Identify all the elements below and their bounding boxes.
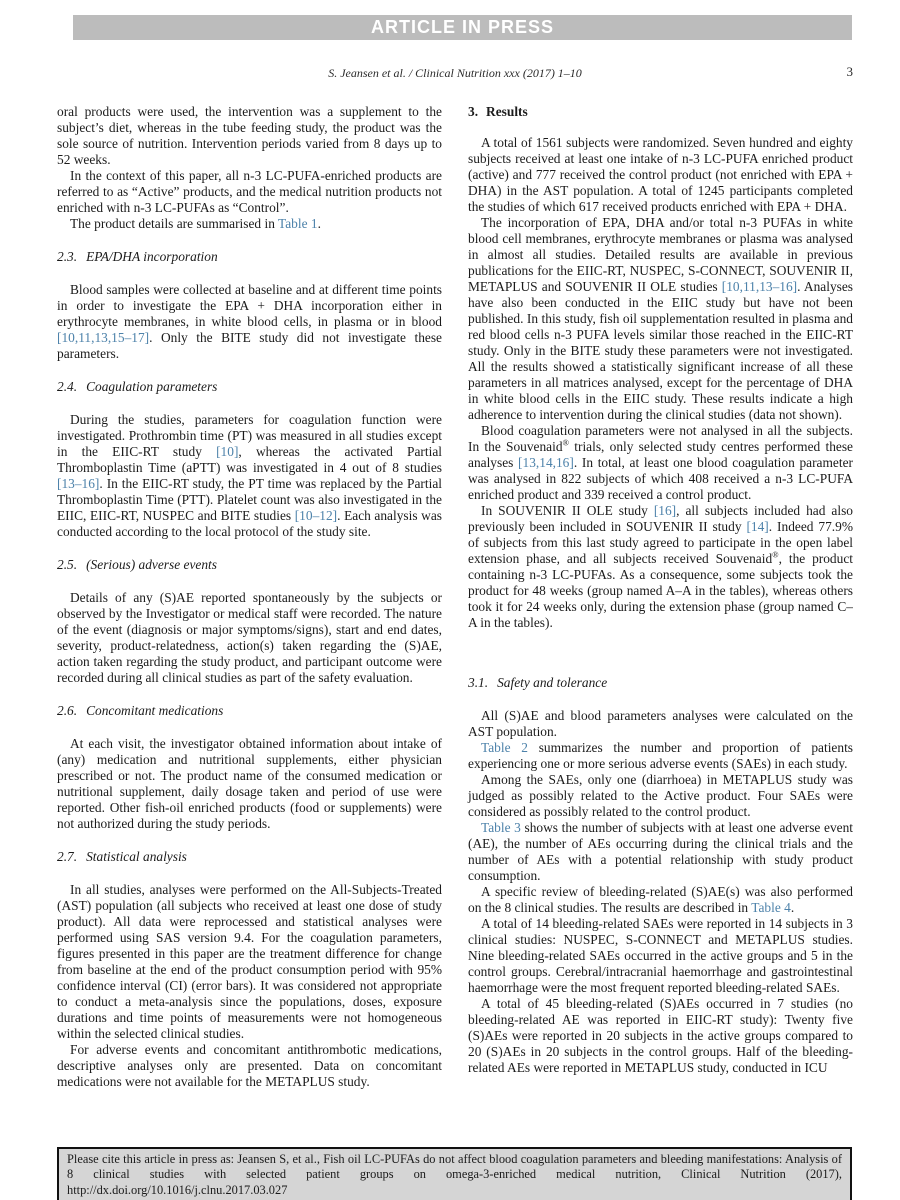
text-segment: summarizes the number and proportion of patients experiencing one or more serious adverse events (SAEs) in each study. [468, 740, 853, 771]
article-body [57, 104, 853, 1144]
section-3-heading [468, 104, 853, 120]
paragraph-concomitant [57, 736, 442, 832]
paragraph-active-control [57, 168, 442, 216]
text-segment: All (S)AE and blood parameters analyses were calculated on the AST population. [468, 708, 853, 739]
text-segment: Coagulation parameters [86, 379, 218, 394]
text-segment: 2.7. [57, 849, 78, 864]
text-segment: oral products were used, the intervention was a supplement to the subject’s diet, whereas in the tube feeding study, the product was the sole source of nutrition. Intervention periods varied from 8 days up to 52 weeks. [57, 104, 442, 167]
paragraph-table-3 [468, 820, 853, 884]
right-column [468, 104, 853, 1144]
ref-link-13-14-16[interactable]: [13,14,16] [518, 455, 574, 470]
text-segment: A total of 45 bleeding-related (S)AEs occurred in 7 studies (no bleeding-related AE was reported in EIIC-RT study): Twenty five (S)AEs were reported in 20 subjects in the active groups compared to 20 (S)AEs in 20 subjects in the control groups. Half of the bleeding-related AEs were reported in METAPLUS study, conducted in ICU [468, 996, 853, 1075]
paragraph-45-saes [468, 996, 853, 1076]
text-segment: Details of any (S)AE reported spontaneously by the subjects or observed by the Investigator or medical staff were recorded. The nature of the event (diagnosis or major symptoms/signs), start and end dates, severity, product-relatedness, action(s) taken regarding the (S)AE, action taken regarding the study product, and participant outcome were recorded during all clinical studies as part of the safety evaluation. [57, 590, 442, 685]
text-segment: trials, only selected study centres performed these analyses [468, 439, 853, 470]
text-segment: In the context of this paper, all n-3 LC-PUFA-enriched products are referred to as “Active” products, and the medical nutrition products not enriched with n-3 LC-PUFAs as “Control”. [57, 168, 442, 215]
text-segment: During the studies, parameters for coagulation function were investigated. Prothrombin time (PT) was measured in all studies except in the EIIC-RT study [57, 412, 442, 459]
text-segment: , whereas the activated Partial Thromboplastin Time (aPTT) was investigated in 4 out of 8 studies [57, 444, 442, 475]
text-segment: . In the EIIC-RT study, the PT time was replaced by the Partial Thromboplastin Time (PTT). Platelet count was also investigated in the EIIC, EIIC-RT, NUSPEC and BITE studies [57, 476, 442, 523]
text-segment: (Serious) adverse events [86, 557, 217, 572]
ref-link-14[interactable]: [14] [746, 519, 769, 534]
text-segment: . Indeed 77.9% of subjects from this last study agreed to participate in the open label extension phase, and all subjects received Souvenaid [468, 519, 853, 566]
text-segment: For adverse events and concomitant antithrombotic medications, descriptive analyses only are presented. Data on concomitant medications were not available for the METAPLUS study. [57, 1042, 442, 1089]
text-segment: shows the number of subjects with at least one adverse event (AE), the number of AEs occurring during the clinical trials and the number of AEs with a potential relationship with study product consumption. [468, 820, 853, 883]
text-segment: At each visit, the investigator obtained information about intake of (any) medication and nutritional supplements, either physician prescribed or not. The product name of the consumed medication or nutritional supplement, daily dosage taken and period of use were reported. Other fish-oil enriched products (food or supplements) were not authorized during the study periods. [57, 736, 442, 831]
paragraph-randomized [468, 135, 853, 215]
section-2-5-heading [57, 557, 442, 573]
text-segment: 2.5. [57, 557, 78, 572]
text-segment: Blood samples were collected at baseline and at different time points in order to investigate the EPA + DHA incorporation either in erythrocyte membranes, in white blood cells, in plasma or in blood [57, 282, 442, 329]
running-head-row [57, 64, 853, 80]
text-segment: In all studies, analyses were performed on the All-Subjects-Treated (AST) population (all subjects who received at least one dose of study product). All data were reprocessed and statistical analyses were performed using SAS version 9.4. For the coagulation parameters, figures presented in this paper are the treatment difference for change from baseline at the end of the product consumption period with 95% confidence interval (CI) (error bars). It was considered not appropriate to conduct a meta-analysis since the populations, doses, exposure durations and time points of measurements were not homogeneous within the selected clinical studies. [57, 882, 442, 1041]
ref-link-10[interactable]: [10] [216, 444, 239, 459]
ref-link-10-11-13-15-17[interactable]: [10,11,13,15–17] [57, 330, 150, 345]
text-segment: 3.1. [468, 675, 489, 690]
section-2-3-heading [57, 249, 442, 265]
paragraph-14-saes [468, 916, 853, 996]
table-4-link[interactable]: Table 4 [751, 900, 791, 915]
section-3-1-heading [468, 675, 853, 691]
paragraph-descriptive [57, 1042, 442, 1090]
text-segment: In SOUVENIR II OLE study [481, 503, 654, 518]
paragraph-souvenir-ole [468, 503, 853, 631]
paragraph-blood-coagulation [468, 423, 853, 503]
text-segment: , the product containing n-3 LC-PUFAs. As a consequence, some subjects took the product for 48 weeks (group named A–A in the tables), whereas others took it for 24 weeks only, during the extension phase (group named C–A in the tables). [468, 551, 853, 630]
text-segment: 2.3. [57, 249, 78, 264]
paragraph-bleeding-review [468, 884, 853, 916]
ref-link-10-12[interactable]: [10–12] [294, 508, 338, 523]
text-segment: A total of 14 bleeding-related SAEs were reported in 14 subjects in 3 clinical studies: NUSPEC, S-CONNECT and METAPLUS studies. Nine bleeding-related SAEs occurred in the active groups and 5 in the control groups. Cerebral/intracranial haemorrhage and gastrointestinal haemorrhage were the most frequent reported bleeding-related SAEs. [468, 916, 853, 995]
text-segment: The incorporation of EPA, DHA and/or total n-3 PUFAs in white blood cell membranes, erythrocyte membranes or plasma was analysed in almost all studies. Detailed results are available in previous publications for the EIIC-RT, NUSPEC, S-CONNECT, SOUVENIR II, METAPLUS and SOUVENIR II OLE studies [468, 215, 853, 294]
text-segment: 2.6. [57, 703, 78, 718]
paragraph-table-2 [468, 740, 853, 772]
paragraph-blood-samples [57, 282, 442, 362]
text-segment: Concomitant medications [86, 703, 224, 718]
paragraph-coagulation [57, 412, 442, 540]
ref-link-13-16[interactable]: [13–16] [57, 476, 100, 491]
text-segment: Safety and tolerance [497, 675, 608, 690]
paragraph-sae-calculated [468, 708, 853, 740]
text-segment: Blood coagulation parameters were not analysed in all the subjects. In the Souvenaid [468, 423, 853, 454]
text-segment: . Analyses have also been conducted in the EIIC study but have not been published. In this study, fish oil supplementation resulted in plasma and red blood cells n-3 PUFA levels similar those reached in the EIIC-RT study. Only in the BITE study these parameters were not investigated. All the results showed a statistically significant increase of all these parameters in all matrices analysed, except for the percentage of DHA in white blood cells in the EIIC study. These results indicate a high adherence to intervention during the clinical studies (data not shown). [468, 279, 853, 422]
registered-trademark: ® [772, 549, 779, 560]
text-segment: . [790, 900, 795, 915]
left-column [57, 104, 442, 1144]
text-segment: , all subjects included had also previously been included in SOUVENIR II study [468, 503, 853, 534]
paragraph-sae-details [57, 590, 442, 686]
text-segment: EPA/DHA incorporation [86, 249, 218, 264]
text-segment: Among the SAEs, only one (diarrhoea) in METAPLUS study was judged as possibly related to the Active product. Four SAEs were considered as possibly related to the control product. [468, 772, 853, 819]
text-segment: A specific review of bleeding-related (S)AE(s) was also performed on the 8 clinical studies. The results are described in [468, 884, 853, 915]
page-number: 3 [846, 64, 853, 79]
text-segment: . Only the BITE study did not investigate these parameters. [57, 330, 442, 361]
ref-link-16[interactable]: [16] [653, 503, 677, 518]
citation-box [57, 1147, 852, 1200]
table-1-link[interactable]: Table 1 [278, 216, 318, 231]
text-segment: A total of 1561 subjects were randomized. Seven hundred and eighty subjects received at least one intake of n-3 LC-PUFA enriched product (active) and 777 received the control product (not enriched with EPA + DHA) in the AST population. A total of 1245 participants completed the studies of which 617 received products enriched with EPA + DHA. [468, 135, 853, 214]
text-segment: . [317, 216, 321, 231]
table-3-link[interactable]: Table 3 [481, 820, 521, 835]
text-segment: 2.4. [57, 379, 78, 394]
text-segment: . Each analysis was conducted according to the local protocol of the study site. [57, 508, 442, 539]
paragraph-product-details [57, 216, 442, 232]
registered-trademark: ® [562, 437, 570, 448]
text-segment: Statistical analysis [86, 849, 187, 864]
section-2-6-heading [57, 703, 442, 719]
text-segment: . In total, at least one blood coagulation parameter was analysed in 822 subjects of which 408 received a n-3 LC-PUFA enriched product and 339 received a control product. [468, 455, 853, 502]
section-2-7-heading [57, 849, 442, 865]
table-2-link[interactable]: Table 2 [481, 740, 528, 755]
text-segment: Results [486, 104, 528, 119]
citation-text: Please cite this article in press as: Jeansen S, et al., Fish oil LC-PUFAs do not affect blood coagulation parameters and bleeding manifestations: Analysis of 8 clinical studies with selected patient groups on omega-3-enriched medical nutrition, Clinical Nutrition (2017), http://dx.doi.org/10.1016/j.clnu.2017.03.027 [67, 1152, 842, 1197]
banner-text: ARTICLE IN PRESS [370, 17, 555, 37]
running-head: S. Jeansen et al. / Clinical Nutrition xxx (2017) 1–10 [328, 66, 582, 80]
section-2-4-heading [57, 379, 442, 395]
paragraph-statistical [57, 882, 442, 1042]
text-segment: 3. [468, 104, 479, 119]
paragraph-oral-products [57, 104, 442, 168]
paragraph-incorporation [468, 215, 853, 423]
article-in-press-banner [73, 15, 852, 40]
paragraph-among-saes [468, 772, 853, 820]
ref-link-10-11-13-16[interactable]: [10,11,13–16] [721, 279, 798, 294]
text-segment: The product details are summarised in [70, 216, 278, 231]
